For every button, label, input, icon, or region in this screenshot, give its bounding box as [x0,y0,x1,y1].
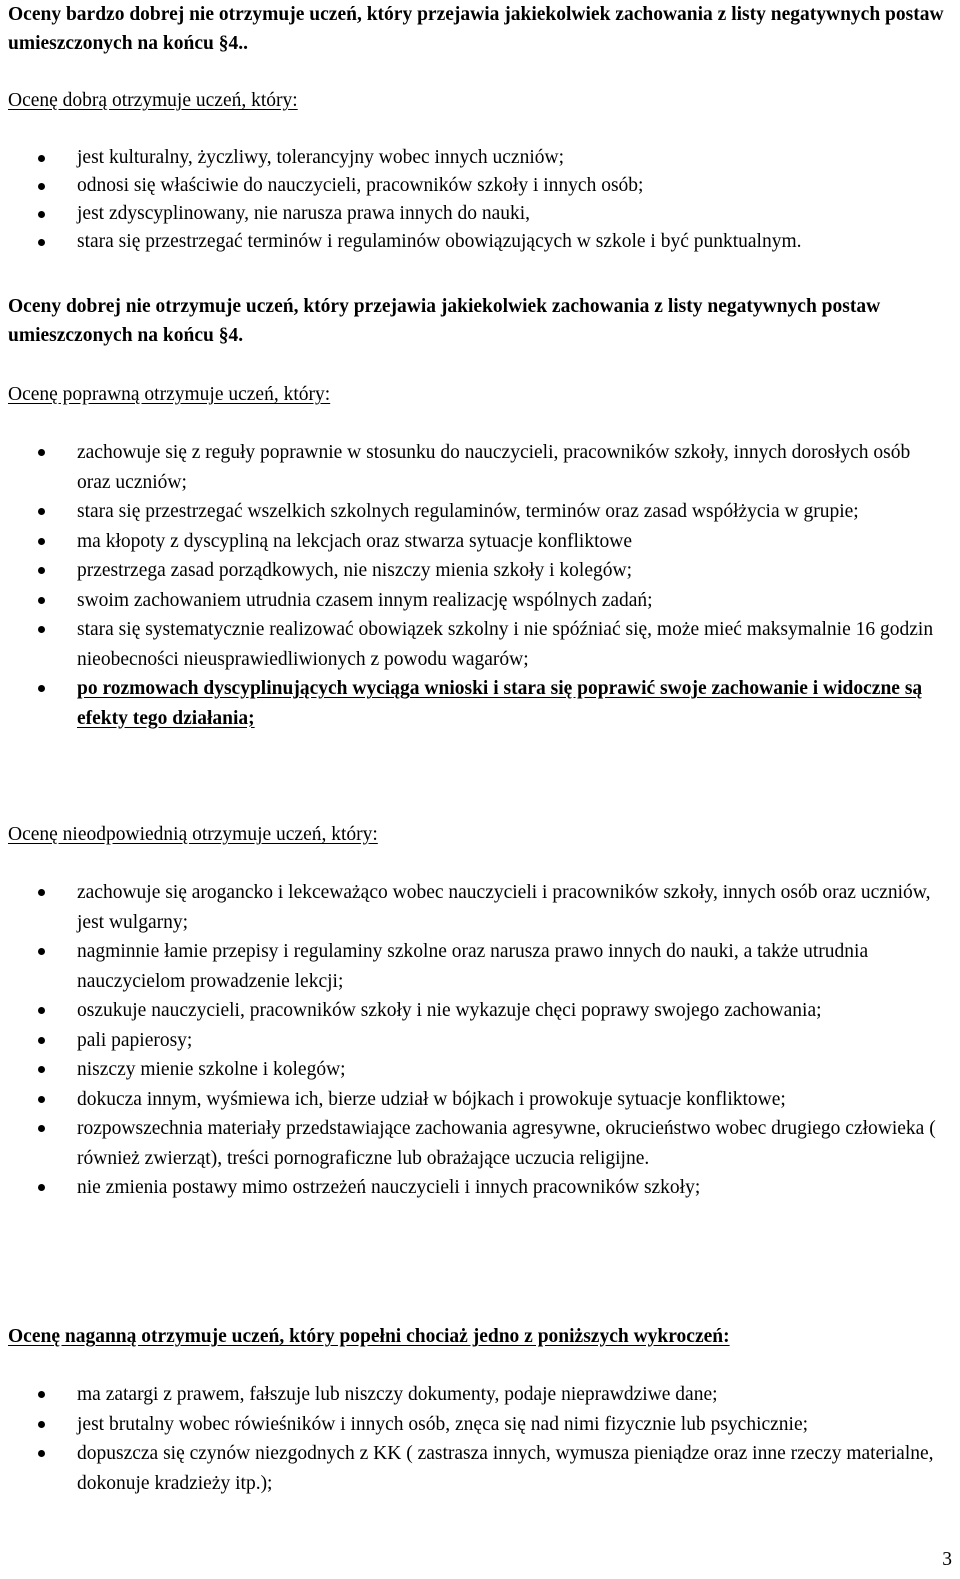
list-item: jest brutalny wobec rówieśników i innych osób, znęca się nad nimi fizycznie lub psychicznie; [0,1410,948,1440]
list-item: niszczy mienie szkolne i kolegów; [0,1055,948,1085]
bullet-icon [38,626,45,633]
bullet-icon [38,1125,45,1132]
note-dobra: Oceny dobrej nie otrzymuje uczeń, który przejawia jakiekolwiek zachowania z listy negatywnych postaw umieszczonych na końcu §4. [8,296,881,346]
bullet-icon [38,1037,45,1044]
bullet-icon [38,567,45,574]
bullet-icon [38,155,45,162]
list-item: ma kłopoty z dyscypliną na lekcjach oraz stwarza sytuacje konfliktowe [0,527,948,557]
list-item: przestrzega zasad porządkowych, nie niszczy mienia szkoły i kolegów; [0,556,948,586]
bullet-icon [38,1184,45,1191]
page-number: 3 [942,1549,952,1570]
list-item: nagminnie łamie przepisy i regulaminy szkolne oraz narusza prawo innych do nauki, a także utrudnia nauczycielom prowadzenie lekcji; [0,937,948,996]
list-item: odnosi się właściwie do nauczycieli, pracowników szkoły i innych osób; [0,172,948,200]
list-item: rozpowszechnia materiały przedstawiające zachowania agresywne, okrucieństwo wobec drugiego człowieka ( również zwierząt), treści pornograficzne lub obrażające uczucia religijne. [0,1114,948,1173]
bullet-icon [38,685,45,692]
bullet-icon [38,508,45,515]
list-item: dokucza innym, wyśmiewa ich, bierze udział w bójkach i prowokuje sytuacje konfliktowe; [0,1085,948,1115]
list-naganna [0,1380,948,1498]
list-item: stara się przestrzegać wszelkich szkolnych regulaminów, terminów oraz zasad współżycia w grupie; [0,497,948,527]
list-dobra [0,144,948,256]
bullet-icon [38,1391,45,1398]
list-poprawna [0,438,948,733]
bullet-icon [38,449,45,456]
list-item: nie zmienia postawy mimo ostrzeżeń nauczycieli i innych pracowników szkoły; [0,1173,948,1203]
list-nieodpowiednia [0,878,948,1203]
bullet-icon [38,597,45,604]
bullet-icon [38,1096,45,1103]
bullet-icon [38,183,45,190]
bullet-icon [38,211,45,218]
heading-dobra: Ocenę dobrą otrzymuje uczeń, który: [8,90,298,111]
list-item: stara się przestrzegać terminów i regulaminów obowiązujących w szkole i być punktualnym. [0,228,948,256]
heading-poprawna: Ocenę poprawną otrzymuje uczeń, który: [8,384,331,405]
list-item: jest kulturalny, życzliwy, tolerancyjny wobec innych uczniów; [0,144,948,172]
list-item: stara się systematycznie realizować obowiązek szkolny i nie spóźniać się, może mieć maksymalnie 16 godzin nieobecności nieusprawiedliwionych z powodu wagarów; [0,615,948,674]
bullet-icon [38,239,45,246]
bullet-icon [38,948,45,955]
heading-naganna: Ocenę naganną otrzymuje uczeń, który popełni chociaż jedno z poniższych wykroczeń: [8,1326,730,1347]
list-item: jest zdyscyplinowany, nie narusza prawa innych do nauki, [0,200,948,228]
bullet-icon [38,538,45,545]
list-item: po rozmowach dyscyplinujących wyciąga wnioski i stara się poprawić swoje zachowanie i widoczne są efekty tego działania; [0,674,948,733]
heading-nieodpowiednia: Ocenę nieodpowiednią otrzymuje uczeń, który: [8,824,378,845]
list-item: zachowuje się arogancko i lekceważąco wobec nauczycieli i pracowników szkoły, innych osób oraz uczniów, jest wulgarny; [0,878,948,937]
list-item: pali papierosy; [0,1026,948,1056]
bullet-icon [38,1450,45,1457]
list-item: dopuszcza się czynów niezgodnych z KK ( zastrasza innych, wymusza pieniądze oraz inne rzeczy materialne, dokonuje kradzieży itp.); [0,1439,948,1498]
list-item: zachowuje się z reguły poprawnie w stosunku do nauczycieli, pracowników szkoły, innych dorosłych osób oraz uczniów; [0,438,948,497]
bullet-icon [38,1421,45,1428]
list-item: swoim zachowaniem utrudnia czasem innym realizację wspólnych zadań; [0,586,948,616]
bullet-icon [38,1066,45,1073]
top-note: Oceny bardzo dobrej nie otrzymuje uczeń, który przejawia jakiekolwiek zachowania z listy negatywnych postaw umieszczonych na końcu §4.. [8,4,944,54]
bullet-icon [38,889,45,896]
list-item: ma zatargi z prawem, fałszuje lub niszczy dokumenty, podaje nieprawdziwe dane; [0,1380,948,1410]
bullet-icon [38,1007,45,1014]
list-item: oszukuje nauczycieli, pracowników szkoły i nie wykazuje chęci poprawy swojego zachowania; [0,996,948,1026]
